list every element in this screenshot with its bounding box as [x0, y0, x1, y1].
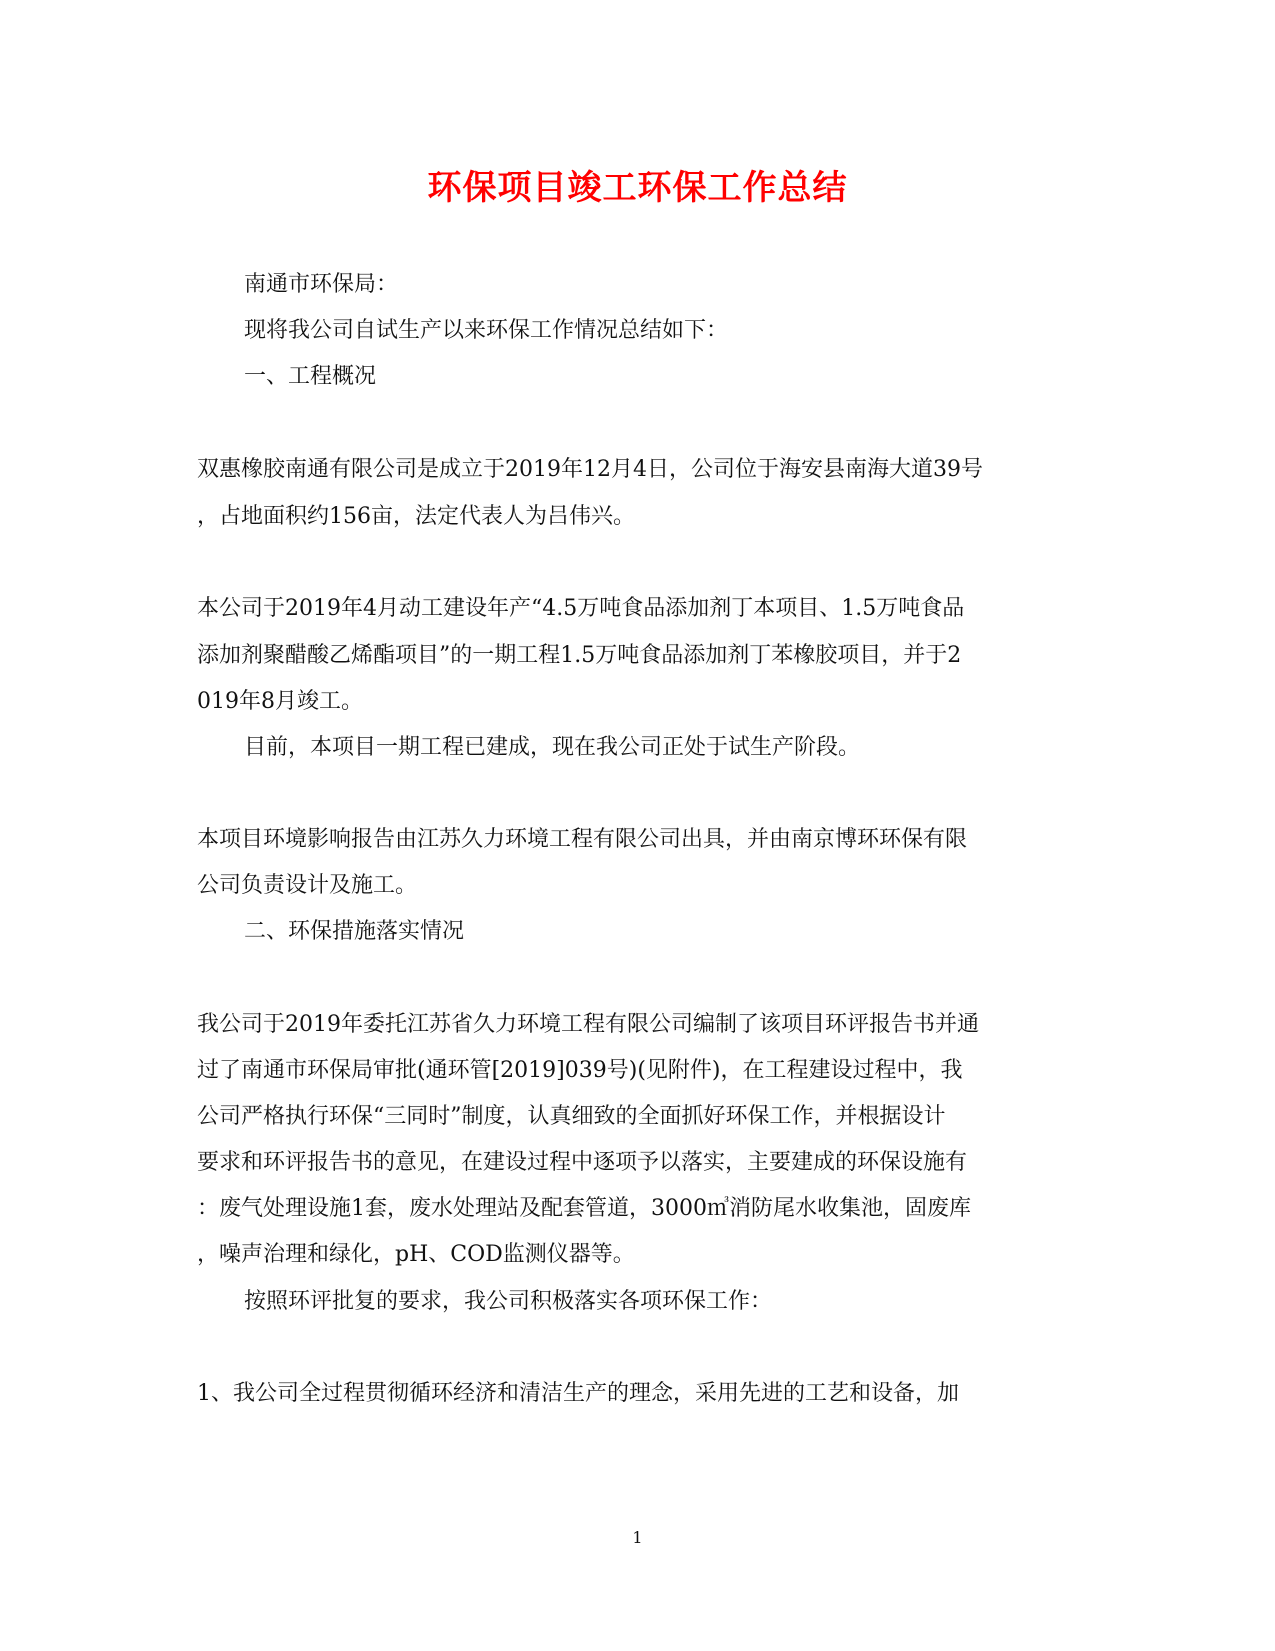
paragraph-line: ：废气处理设施1套，废水处理站及配套管道，3000㎥消防尾水收集池，固废库: [197, 1196, 971, 1221]
page-number: 1: [632, 1528, 643, 1547]
paragraph-line: 公司负责设计及施工。: [197, 873, 418, 898]
paragraph-line: 019年8月竣工。: [197, 689, 363, 714]
paragraph-line: 添加剂聚醋酸乙烯酯项目”的一期工程1.5万吨食品添加剂丁苯橡胶项目，并于2: [197, 643, 962, 668]
paragraph-line: ，噪声治理和绿化，pH、COD监测仪器等。: [197, 1242, 635, 1267]
paragraph-line: 本公司于2019年4月动工建设年产“4.5万吨食品添加剂丁本项目、1.5万吨食品: [197, 596, 965, 621]
section-heading-overview: 一、工程概况: [244, 364, 377, 389]
paragraph-line: 双惠橡胶南通有限公司是成立于2019年12月4日，公司位于海安县南海大道39号: [197, 457, 983, 482]
list-item-1: 1、我公司全过程贯彻循环经济和清洁生产的理念，采用先进的工艺和设备，加: [197, 1381, 959, 1406]
paragraph-line: 公司严格执行环保“三同时”制度，认真细致的全面抓好环保工作，并根据设计: [197, 1104, 946, 1129]
paragraph-line: ，占地面积约156亩，法定代表人为吕伟兴。: [197, 504, 635, 529]
paragraph-line: 本项目环境影响报告由江苏久力环境工程有限公司出具，并由南京博环环保有限: [197, 827, 968, 852]
paragraph-line: 要求和环评报告书的意见，在建设过程中逐项予以落实，主要建成的环保设施有: [197, 1150, 968, 1175]
document-title: 环保项目竣工环保工作总结: [427, 168, 848, 208]
paragraph-line: 按照环评批复的要求，我公司积极落实各项环保工作：: [244, 1289, 773, 1314]
paragraph-line: 目前，本项目一期工程已建成，现在我公司正处于试生产阶段。: [244, 735, 861, 760]
paragraph-line: 过了南通市环保局审批(通环管[2019]039号)(见附件)，在工程建设过程中，我: [197, 1058, 963, 1083]
paragraph-line: 我公司于2019年委托江苏省久力环境工程有限公司编制了该项目环评报告书并通: [197, 1012, 979, 1037]
intro-line: 现将我公司自试生产以来环保工作情况总结如下：: [244, 318, 729, 343]
section-heading-measures: 二、环保措施落实情况: [244, 919, 465, 944]
salutation: 南通市环保局：: [244, 272, 399, 297]
